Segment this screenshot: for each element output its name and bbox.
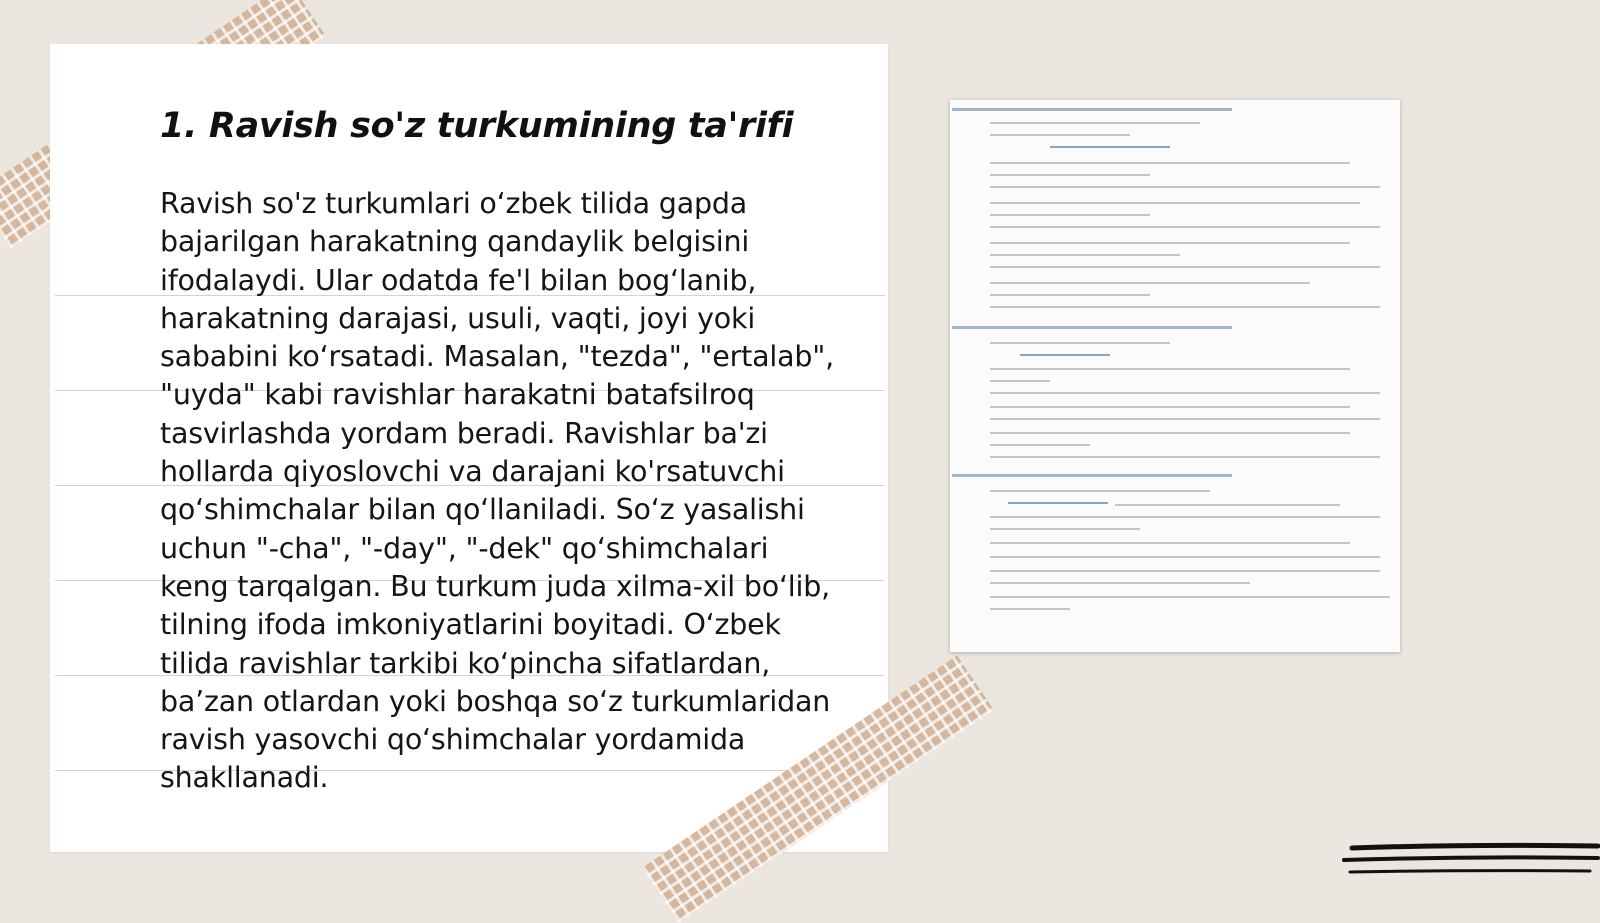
worksheet-text-line (990, 254, 1180, 256)
worksheet-handwriting (1020, 354, 1110, 356)
worksheet-text-line (990, 582, 1250, 584)
worksheet-text-line (990, 608, 1070, 610)
worksheet-text-line (990, 226, 1380, 228)
worksheet-text-line (990, 202, 1360, 204)
slide-body-text: Ravish so'z turkumlari o‘zbek tilida gapda bajarilgan harakatning qandaylik belgisini ifodalaydi. Ular odatda fe'l bilan bog‘lanib, harakatning darajasi, usuli, vaqti, joyi yoki sababini ko‘rsatadi. Masalan, "tezda", "ertalab", "uyda" kabi ravishlar harakatni batafsilroq tasvirlashda yordam beradi. Ravishlar ba'zi hollarda qiyoslovchi va darajani ko'rsatuvchi qo‘shimchalar bilan qo‘llaniladi. So‘z yasalishi uchun "-cha", "-day", "-dek" qo‘shimchalari keng tarqalgan. Bu turkum juda xilma-xil bo‘lib, tilning ifoda imkoniyatlarini boyitadi. O‘zbek tilida ravishlar tarkibi ko‘pincha sifatlardan, ba’zan otlardan yoki boshqa so‘z turkumlaridan ravish yasovchi qo‘shimchalar yordamida shakllanadi. (160, 187, 835, 795)
slide-title: 1. Ravish so'z turkumining ta'rifi (160, 106, 794, 146)
worksheet-text-line (990, 162, 1350, 164)
worksheet-text-line (990, 122, 1200, 124)
worksheet-text-line (990, 380, 1050, 382)
worksheet-text-line (990, 456, 1380, 458)
worksheet-heading-line (952, 326, 1232, 329)
worksheet-text-line (990, 406, 1350, 408)
worksheet-image (950, 100, 1400, 652)
worksheet-text-line (990, 368, 1350, 370)
worksheet-text-line (990, 214, 1150, 216)
worksheet-handwriting (1008, 502, 1108, 504)
worksheet-text-line (990, 174, 1150, 176)
worksheet-text-line (990, 556, 1380, 558)
worksheet-text-line (990, 490, 1210, 492)
worksheet-text-line (990, 242, 1350, 244)
worksheet-text-line (990, 432, 1350, 434)
worksheet-text-line (990, 306, 1380, 308)
worksheet-text-line (1115, 504, 1340, 506)
worksheet-heading-line (952, 474, 1232, 477)
worksheet-text-line (990, 516, 1380, 518)
worksheet-heading-line (952, 108, 1232, 111)
worksheet-text-line (990, 294, 1150, 296)
worksheet-text-line (990, 282, 1310, 284)
worksheet-text-line (990, 418, 1380, 420)
worksheet-text-line (990, 542, 1350, 544)
worksheet-text-line (990, 266, 1380, 268)
worksheet-text-line (990, 528, 1140, 530)
worksheet-text-line (990, 392, 1380, 394)
worksheet-text-line (990, 570, 1380, 572)
worksheet-text-line (990, 444, 1090, 446)
worksheet-text-line (990, 186, 1380, 188)
worksheet-text-line (990, 596, 1390, 598)
decorative-brush-lines (1340, 840, 1600, 890)
worksheet-text-line (990, 342, 1170, 344)
worksheet-text-line (990, 134, 1130, 136)
worksheet-handwriting (1050, 146, 1170, 148)
